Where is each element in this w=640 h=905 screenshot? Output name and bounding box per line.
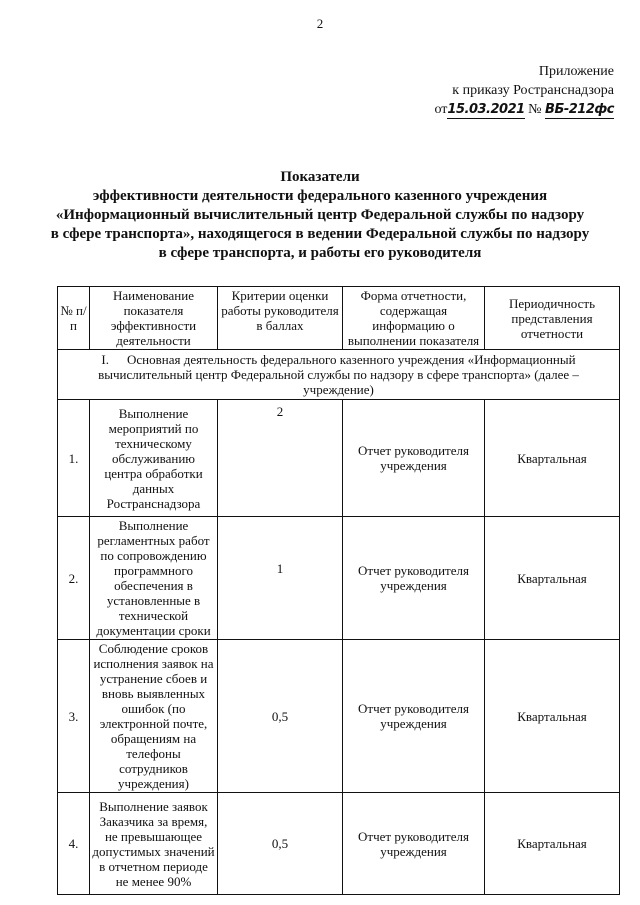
annex-order-line <box>434 100 614 119</box>
table-row <box>58 793 620 895</box>
row-indicator-name: Выполнение регламентных работ по сопровождению программного обеспечения в установленные в технической документации сроки <box>90 517 218 640</box>
handwritten-number: ВБ-212фс <box>545 102 614 117</box>
section-row <box>58 350 620 400</box>
row-report-form: Отчет руководителя учреждения <box>343 400 485 517</box>
row-indicator-name: Выполнение заявок Заказчика за время, не превышающее допустимых значений в отчетном периоде не менее 90% <box>90 793 218 895</box>
row-score: 1 <box>218 517 343 640</box>
section-text: Основная деятельность федерального казенного учреждения «Информационный вычислительный центр Федеральной службы по надзору в сфере транспорта» (далее – учреждение) <box>98 352 579 397</box>
row-number: 4. <box>58 793 90 895</box>
row-periodicity: Квартальная <box>485 517 620 640</box>
table-header-row <box>58 287 620 350</box>
title-line: в сфере транспорта», находящегося в ведении Федеральной службы по надзору <box>50 226 590 242</box>
document-title <box>30 168 610 263</box>
row-score: 0,5 <box>218 640 343 793</box>
header-periodicity: Периодичность представления отчетности <box>485 287 620 350</box>
row-number: 3. <box>58 640 90 793</box>
header-criteria: Критерии оценки работы руководителя в баллах <box>218 287 343 350</box>
page-number: 2 <box>316 16 324 31</box>
header-indicator-name: Наименование показателя эффективности деятельности <box>90 287 218 350</box>
row-report-form: Отчет руководителя учреждения <box>343 517 485 640</box>
table-row <box>58 400 620 517</box>
row-indicator-name: Соблюдение сроков исполнения заявок на устранение сбоев и вновь выявленных ошибок (по электронной почте, обращениям на телефоны сотрудников учреждения) <box>90 640 218 793</box>
header-number: № п/п <box>58 287 90 350</box>
section-cell <box>58 350 620 400</box>
row-periodicity: Квартальная <box>485 793 620 895</box>
annex-block <box>434 62 614 119</box>
header-report-form: Форма отчетности, содержащая информацию о выполнении показателя <box>343 287 485 350</box>
row-indicator-name: Выполнение мероприятий по техническому обслуживанию центра обработки данных Ространснадзора <box>90 400 218 517</box>
section-number: I. <box>101 352 110 367</box>
row-periodicity: Квартальная <box>485 400 620 517</box>
indicators-table <box>57 286 620 895</box>
row-report-form: Отчет руководителя учреждения <box>343 640 485 793</box>
row-report-form: Отчет руководителя учреждения <box>343 793 485 895</box>
row-score: 2 <box>218 400 343 517</box>
title-line: Показатели <box>280 169 360 185</box>
table-row <box>58 517 620 640</box>
row-periodicity: Квартальная <box>485 640 620 793</box>
annex-from-label: от <box>434 102 448 117</box>
handwritten-date: 15.03.2021 <box>447 102 525 117</box>
title-line: в сфере транспорта, и работы его руководителя <box>158 245 482 261</box>
title-line: эффективности деятельности федерального казенного учреждения <box>92 188 548 204</box>
row-number: 2. <box>58 517 90 640</box>
row-number: 1. <box>58 400 90 517</box>
title-line: «Информационный вычислительный центр Федеральной службы по надзору <box>55 207 585 223</box>
annex-title: Приложение <box>538 64 614 79</box>
table-row <box>58 640 620 793</box>
annex-order-ref: к приказу Ространснадзора <box>452 83 614 98</box>
annex-number-label: № <box>528 102 542 117</box>
row-score: 0,5 <box>218 793 343 895</box>
